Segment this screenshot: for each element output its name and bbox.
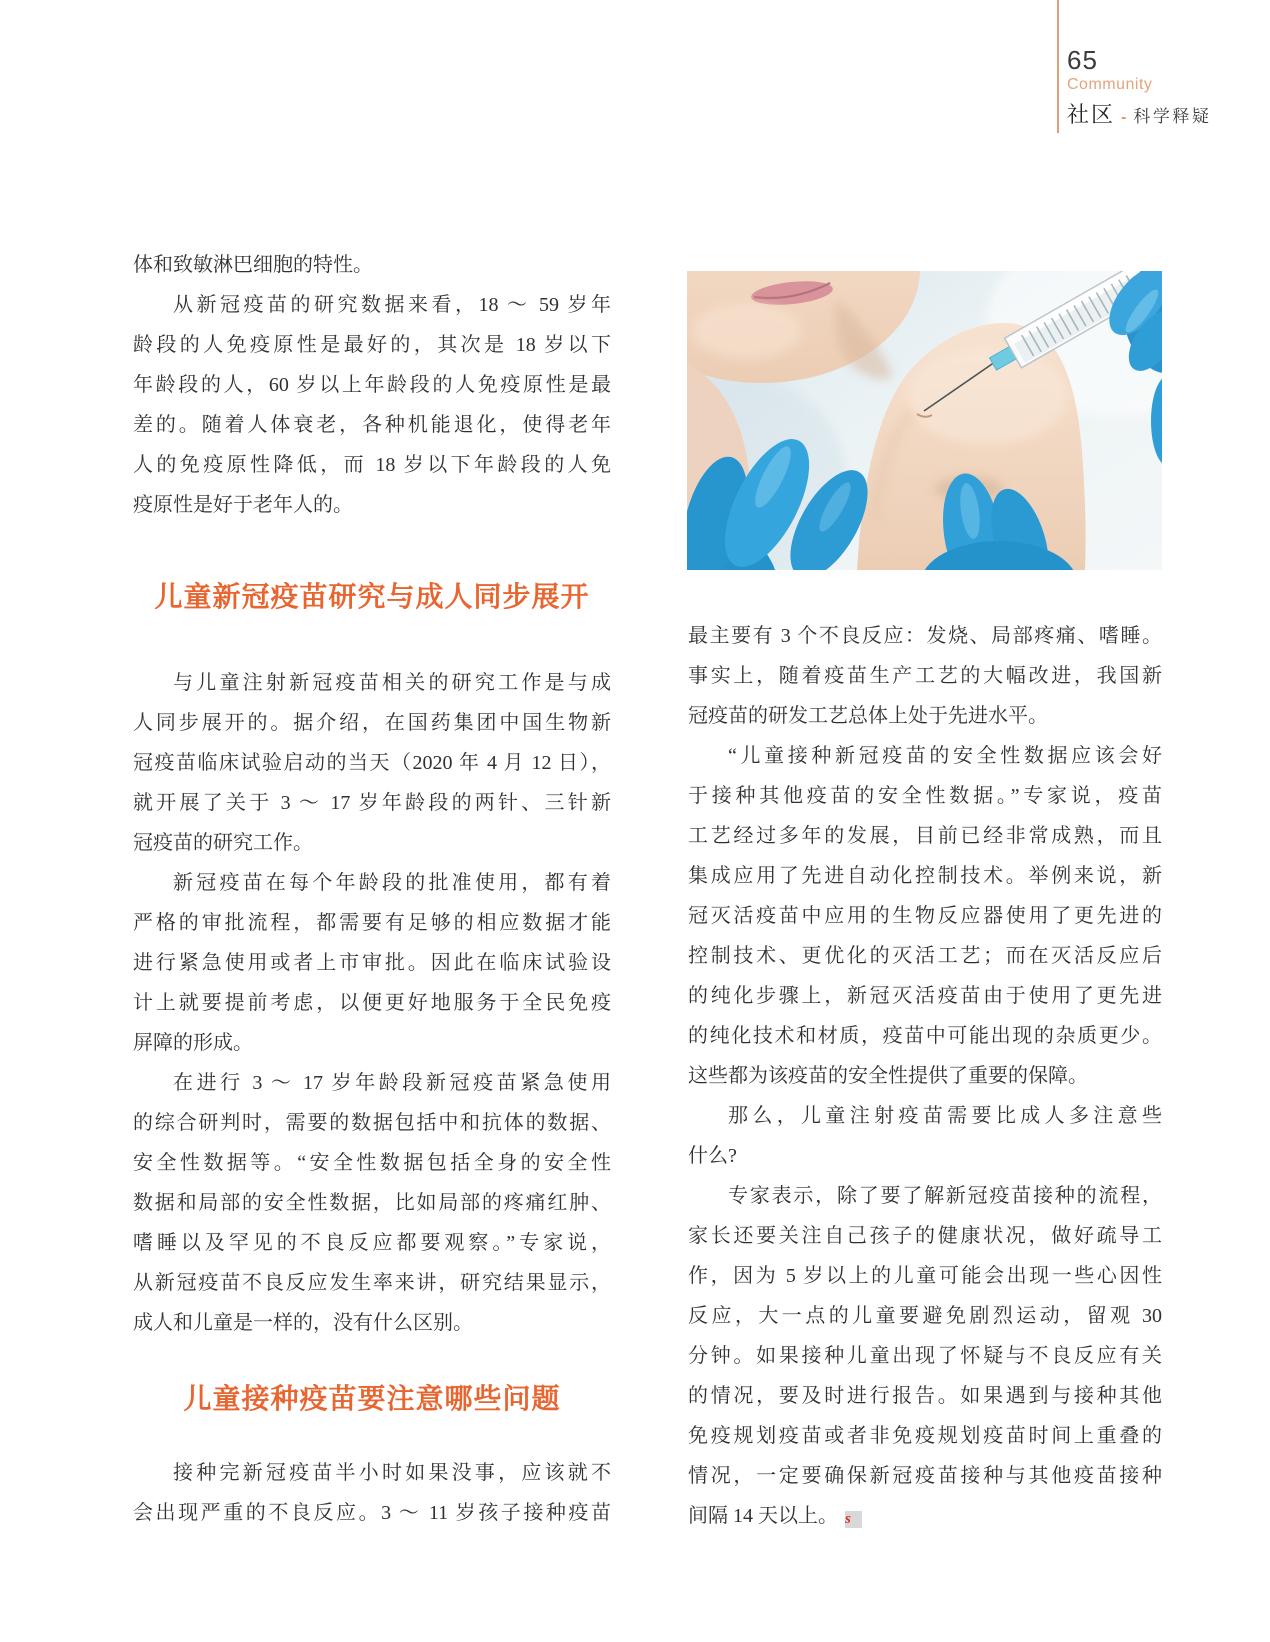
text-line: 那么，儿童注射疫苗需要比成人多注意些 bbox=[728, 1105, 1162, 1127]
paragraph bbox=[133, 285, 611, 525]
text-line: 冠疫苗的研究工作。 bbox=[133, 832, 313, 854]
text-line: 与儿童注射新冠疫苗相关的研究工作是与成 bbox=[173, 672, 611, 694]
paragraph bbox=[688, 616, 1162, 736]
text-line: 在进行 3 ～ 17 岁年龄段新冠疫苗紧急使用 bbox=[173, 1072, 611, 1094]
text-line: 体和致敏淋巴细胞的特性。 bbox=[133, 254, 373, 276]
text-line: 情况，一定要确保新冠疫苗接种与其他疫苗接种 bbox=[688, 1465, 1162, 1487]
right-column bbox=[688, 616, 1162, 1536]
text-line: 什么? bbox=[688, 1145, 737, 1167]
section-name-zh-row bbox=[1067, 98, 1211, 129]
vaccination-photo bbox=[687, 271, 1162, 570]
paragraph bbox=[133, 663, 611, 863]
text-line: 从新冠疫苗的研究数据来看，18 ～ 59 岁年 bbox=[173, 294, 611, 316]
text-line: 就开展了关于 3 ～ 17 岁年龄段的两针、三针新 bbox=[133, 792, 611, 814]
text-line: 最主要有 3 个不良反应：发烧、局部疼痛、嗜睡。 bbox=[688, 625, 1162, 647]
text-line: 从新冠疫苗不良反应发生率来讲，研究结果显示， bbox=[133, 1272, 611, 1294]
section-subtitle: 科学释疑 bbox=[1133, 107, 1212, 127]
text-line: 专家表示，除了要了解新冠疫苗接种的流程， bbox=[728, 1185, 1162, 1207]
text-line: 新冠疫苗在每个年龄段的批准使用，都有着 bbox=[173, 872, 611, 894]
text-line: 家长还要关注自己孩子的健康状况，做好疏导工 bbox=[688, 1225, 1162, 1247]
text-line: 冠灭活疫苗中应用的生物反应器使用了更先进的 bbox=[688, 905, 1162, 927]
text-line: 的情况，要及时进行报告。如果遇到与接种其他 bbox=[688, 1385, 1162, 1407]
paragraph bbox=[688, 1096, 1162, 1176]
text-line: 差的。随着人体衰老，各种机能退化，使得老年 bbox=[133, 414, 611, 436]
section-name-zh: 社区 bbox=[1067, 102, 1116, 128]
section-dash: - bbox=[1121, 109, 1127, 127]
header-accent-rule bbox=[1057, 0, 1059, 133]
section-heading-1: 儿童新冠疫苗研究与成人同步展开 bbox=[154, 581, 590, 612]
section-name-en: Community bbox=[1067, 76, 1153, 94]
page-number: 65 bbox=[1067, 45, 1098, 75]
text-line: 安全性数据等。“安全性数据包括全身的安全性 bbox=[133, 1152, 611, 1174]
text-line: 数据和局部的安全性数据，比如局部的疼痛红肿、 bbox=[133, 1192, 611, 1214]
text-line: 免疫规划疫苗或者非免疫规划疫苗时间上重叠的 bbox=[688, 1425, 1162, 1447]
text-line: 集成应用了先进自动化控制技术。举例来说，新 bbox=[688, 865, 1162, 887]
text-line: 龄段的人免疫原性是最好的，其次是 18 岁以下 bbox=[133, 334, 611, 356]
paragraph bbox=[133, 245, 611, 285]
article-end-mark: s bbox=[845, 1511, 862, 1528]
text-line: 屏障的形成。 bbox=[133, 1032, 253, 1054]
text-line: 工艺经过多年的发展，目前已经非常成熟，而且 bbox=[688, 825, 1162, 847]
text-line: 严格的审批流程，都需要有足够的相应数据才能 bbox=[133, 912, 611, 934]
text-line: 会出现严重的不良反应。3 ～ 11 岁孩子接种疫苗 bbox=[133, 1502, 611, 1524]
text-line: 年龄段的人，60 岁以上年龄段的人免疫原性是最 bbox=[133, 374, 611, 396]
paragraph bbox=[688, 736, 1162, 1096]
paragraph bbox=[133, 1453, 611, 1533]
text-line: 冠疫苗临床试验启动的当天（2020 年 4 月 12 日）， bbox=[133, 752, 611, 774]
paragraph bbox=[133, 1063, 611, 1343]
text-line: 控制技术、更优化的灭活工艺；而在灭活反应后 bbox=[688, 945, 1162, 967]
paragraph-last-line bbox=[688, 1496, 1162, 1536]
text-line: 的纯化步骤上，新冠灭活疫苗由于使用了更先进 bbox=[688, 985, 1162, 1007]
text-line: 分钟。如果接种儿童出现了怀疑与不良反应有关 bbox=[688, 1345, 1162, 1367]
text-line: 间隔 14 天以上。 bbox=[688, 1505, 838, 1527]
text-line: 冠疫苗的研发工艺总体上处于先进水平。 bbox=[688, 705, 1048, 727]
left-column bbox=[133, 245, 611, 1533]
text-line: 作，因为 5 岁以上的儿童可能会出现一些心因性 bbox=[688, 1265, 1162, 1287]
text-line: 人的免疫原性降低，而 18 岁以下年龄段的人免 bbox=[133, 454, 611, 476]
text-line: 疫原性是好于老年人的。 bbox=[133, 494, 353, 516]
text-line: “儿童接种新冠疫苗的安全性数据应该会好 bbox=[728, 745, 1162, 767]
text-line: 嗜睡以及罕见的不良反应都要观察。”专家说， bbox=[133, 1232, 611, 1254]
text-line: 的纯化技术和材质，疫苗中可能出现的杂质更少。 bbox=[688, 1025, 1162, 1047]
text-line: 接种完新冠疫苗半小时如果没事，应该就不 bbox=[173, 1462, 611, 1484]
section-heading-2: 儿童接种疫苗要注意哪些问题 bbox=[183, 1383, 561, 1414]
text-line: 计上就要提前考虑，以便更好地服务于全民免疫 bbox=[133, 992, 611, 1014]
text-line: 人同步展开的。据介绍，在国药集团中国生物新 bbox=[133, 712, 611, 734]
text-line: 成人和儿童是一样的，没有什么区别。 bbox=[133, 1312, 473, 1334]
text-line: 于接种其他疫苗的安全性数据。”专家说，疫苗 bbox=[688, 785, 1162, 807]
paragraph bbox=[133, 863, 611, 1063]
text-line: 的综合研判时，需要的数据包括中和抗体的数据、 bbox=[133, 1112, 611, 1134]
text-line: 事实上，随着疫苗生产工艺的大幅改进，我国新 bbox=[688, 665, 1162, 687]
text-line: 这些都为该疫苗的安全性提供了重要的保障。 bbox=[688, 1065, 1088, 1087]
page-header bbox=[1067, 47, 1211, 129]
text-line: 进行紧急使用或者上市审批。因此在临床试验设 bbox=[133, 952, 611, 974]
paragraph bbox=[688, 1176, 1162, 1496]
text-line: 反应，大一点的儿童要避免剧烈运动，留观 30 bbox=[688, 1305, 1162, 1327]
